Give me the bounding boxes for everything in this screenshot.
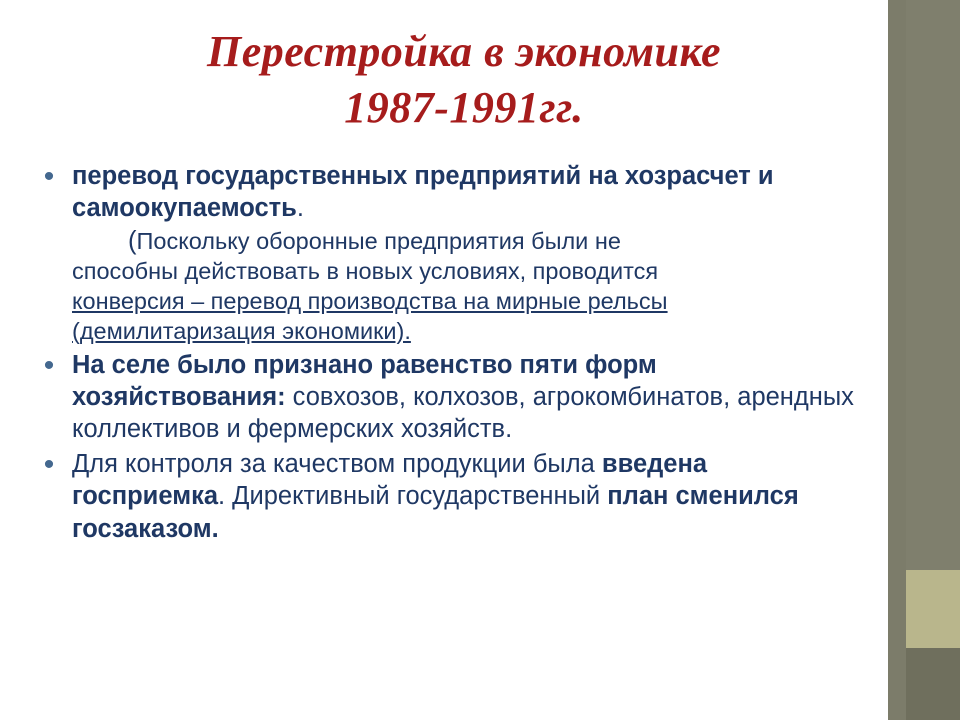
title-line-2: 1987-1991гг. <box>344 83 584 133</box>
slide-body <box>26 160 866 547</box>
bullet-1-text <box>72 160 866 347</box>
bullet-3-plain-mid: . Директивный государственный <box>218 482 608 511</box>
bullet-1-lead <box>72 160 856 225</box>
bullet-2-text <box>72 349 866 446</box>
note-line-1: Поскольку оборонные предприятия были не <box>136 227 621 254</box>
bullet-3-plain-start: Для контроля за качеством продукции была <box>72 449 602 478</box>
band-olive <box>906 570 960 648</box>
band-dark-left <box>888 0 906 720</box>
bullet-2-paragraph <box>72 349 856 446</box>
bullet-item-1 <box>26 160 866 347</box>
bullet-1-lead-tail: . <box>296 194 304 223</box>
bullet-dot-icon: • <box>43 447 55 481</box>
bullet-2-bold: На селе было признано равенство пяти форм хозяйствования: <box>72 350 657 412</box>
bullet-dot-icon: • <box>43 348 55 382</box>
note-line-4: (демилитаризация экономики). <box>72 317 411 344</box>
bullet-1-lead-bold: перевод государственных предприятий на хозрасчет и самоокупаемость <box>72 162 774 223</box>
bullet-3-text <box>72 448 866 545</box>
bullet-dot-icon: • <box>43 160 55 193</box>
bullet-item-3 <box>26 448 866 545</box>
decorative-side-bands <box>888 0 960 720</box>
note-line-3: конверсия – перевод производства на мирные рельсы <box>72 287 668 314</box>
note-line-2: способны действовать в новых условиях, проводится <box>72 258 659 285</box>
paren-open: ( <box>128 226 137 255</box>
band-bottom <box>906 648 960 720</box>
bullet-item-2 <box>26 349 866 446</box>
bullet-2-plain: совхозов, колхозов, агрокомбинатов, арендных коллективов и фермерских хозяйств. <box>72 383 854 444</box>
bullet-1-note-line-1 <box>72 225 856 257</box>
bullet-3-bold-mid: введена госприемка <box>72 449 708 511</box>
bullet-3-paragraph <box>72 448 856 545</box>
bullet-3-bold-end: план сменился госзаказом. <box>72 482 799 543</box>
title-line-1: Перестройка в экономике <box>206 27 722 76</box>
slide-title <box>64 24 864 137</box>
